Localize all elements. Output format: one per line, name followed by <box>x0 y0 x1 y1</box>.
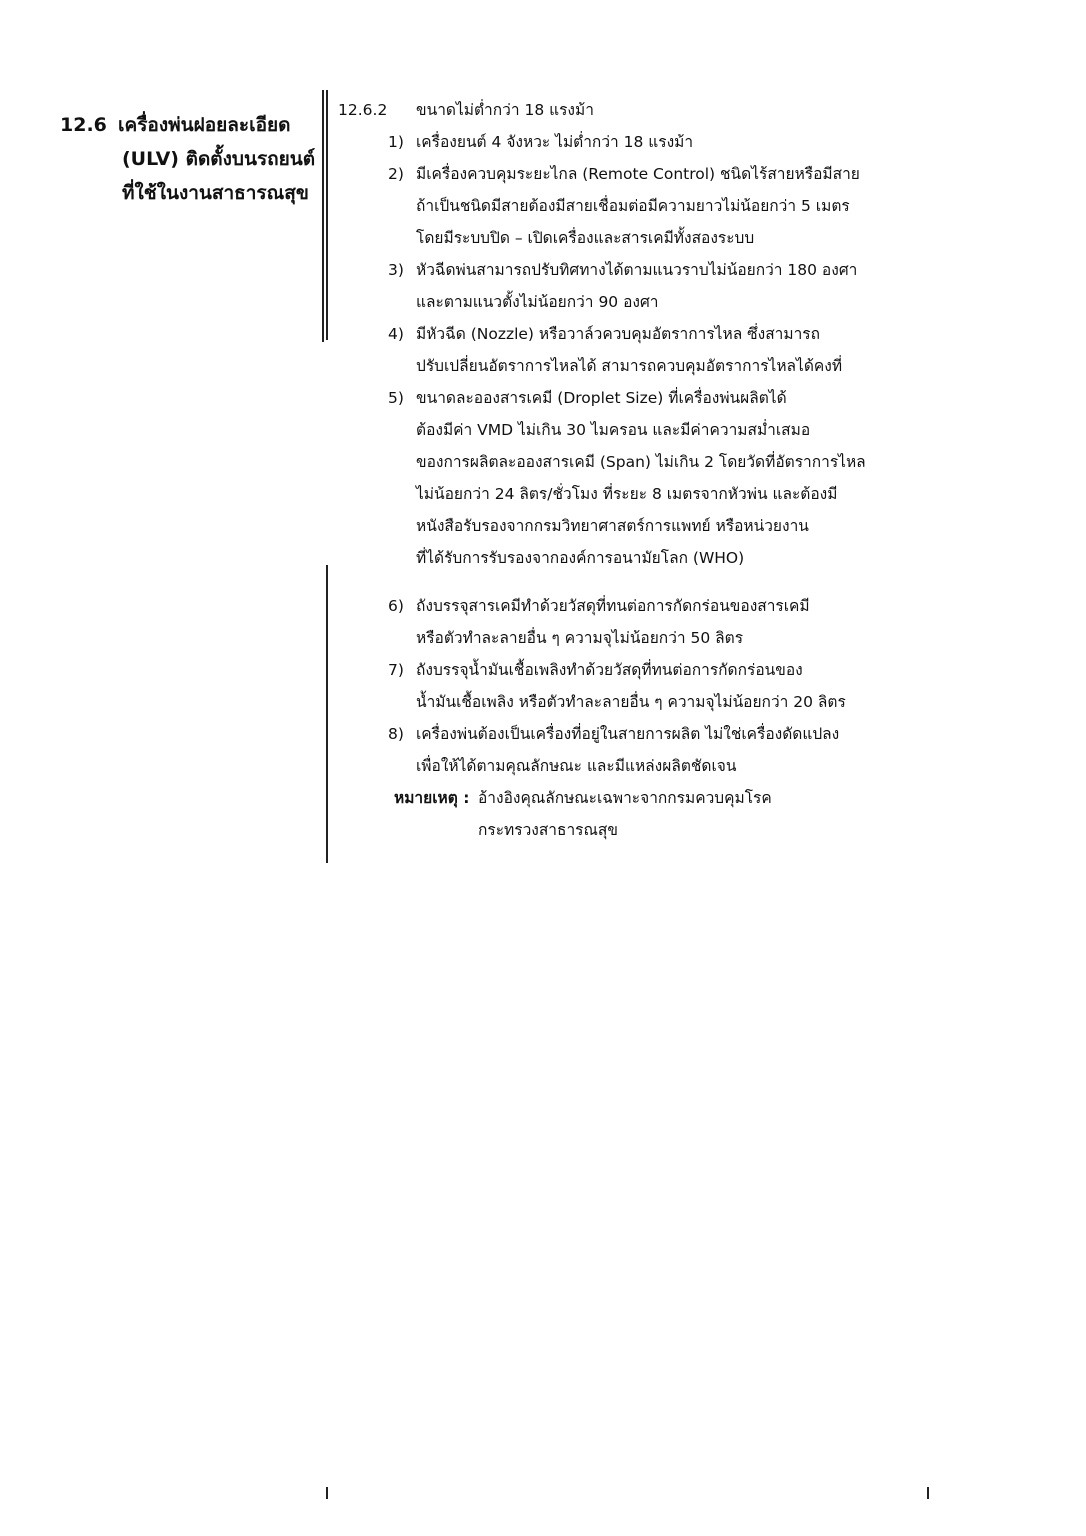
spec-item-number: 2) <box>388 165 404 183</box>
spec-item <box>338 126 898 158</box>
section-title-line-1: เครื่องพ่นฝอยละเอียด <box>118 114 291 136</box>
page-tick-mark <box>927 1487 929 1499</box>
spec-item-number: 8) <box>388 725 404 743</box>
section-title-line-3: ที่ใช้ในงานสาธารณสุข <box>122 182 309 204</box>
spec-item-line: เครื่องยนต์ 4 จังหวะ ไม่ต่ำกว่า 18 แรงม้า <box>416 133 694 151</box>
specification-content <box>338 94 898 846</box>
section-heading-column <box>60 108 320 210</box>
spec-item-number: 7) <box>388 661 404 679</box>
column-divider-line <box>326 565 328 863</box>
spec-item-line: และตามแนวตั้งไม่น้อยกว่า 90 องศา <box>416 293 659 311</box>
spec-list <box>338 126 898 574</box>
subsection-number: 12.6.2 <box>338 101 388 119</box>
spec-item-line: หรือตัวทำละลายอื่น ๆ ความจุไม่น้อยกว่า 50 ลิตร <box>416 629 744 647</box>
spec-item-number: 3) <box>388 261 404 279</box>
column-divider-line <box>326 90 328 340</box>
spec-list <box>338 590 898 782</box>
spec-item-line: ขนาดละอองสารเคมี (Droplet Size) ที่เครื่องพ่นผลิตได้ <box>416 389 787 407</box>
section-number: 12.6 <box>60 114 107 136</box>
spec-item-line: หนังสือรับรองจากกรมวิทยาศาสตร์การแพทย์ หรือหน่วยงาน <box>416 517 809 535</box>
note-label: หมายเหตุ : <box>394 789 470 807</box>
spec-item <box>338 158 898 254</box>
spec-item-line: ต้องมีค่า VMD ไม่เกิน 30 ไมครอน และมีค่าความสม่ำเสมอ <box>416 421 811 439</box>
spec-item <box>338 654 898 718</box>
spec-item-line: ของการผลิตละอองสารเคมี (Span) ไม่เกิน 2 โดยวัดที่อัตราการไหล <box>416 453 866 471</box>
spec-item-line: ถังบรรจุน้ำมันเชื้อเพลิงทำด้วยวัสดุที่ทนต่อการกัดกร่อนของ <box>416 661 803 679</box>
spec-item-line: เครื่องพ่นต้องเป็นเครื่องที่อยู่ในสายการผลิต ไม่ใช่เครื่องดัดแปลง <box>416 725 840 743</box>
spec-item <box>338 382 898 574</box>
spec-item-line: ที่ได้รับการรับรองจากองค์การอนามัยโลก (WHO) <box>416 549 745 567</box>
spec-item <box>338 590 898 654</box>
spec-item-line: น้ำมันเชื้อเพลิง หรือตัวทำละลายอื่น ๆ ความจุไม่น้อยกว่า 20 ลิตร <box>416 693 846 711</box>
spec-item <box>338 254 898 318</box>
section-heading <box>60 108 320 210</box>
spec-item <box>338 318 898 382</box>
spacer <box>338 574 898 590</box>
spec-item-line: ถ้าเป็นชนิดมีสายต้องมีสายเชื่อมต่อมีความยาวไม่น้อยกว่า 5 เมตร <box>416 197 850 215</box>
subsection-heading <box>338 94 898 126</box>
spec-item-number: 1) <box>388 133 404 151</box>
section-title-line-2: (ULV) ติดตั้งบนรถยนต์ <box>122 148 316 170</box>
spec-item-line: เพื่อให้ได้ตามคุณลักษณะ และมีแหล่งผลิตชัดเจน <box>416 757 737 775</box>
spec-item-line: โดยมีระบบปิด – เปิดเครื่องและสารเคมีทั้งสองระบบ <box>416 229 755 247</box>
spec-item-line: มีเครื่องควบคุมระยะไกล (Remote Control) ชนิดไร้สายหรือมีสาย <box>416 165 860 183</box>
spec-item-line: ไม่น้อยกว่า 24 ลิตร/ชั่วโมง ที่ระยะ 8 เมตรจากหัวพ่น และต้องมี <box>416 485 838 503</box>
note-line: อ้างอิงคุณลักษณะเฉพาะจากกรมควบคุมโรค <box>478 789 772 807</box>
note <box>338 782 898 846</box>
spec-item-line: ถังบรรจุสารเคมีทำด้วยวัสดุที่ทนต่อการกัดกร่อนของสารเคมี <box>416 597 810 615</box>
spec-item-line: หัวฉีดพ่นสามารถปรับทิศทางได้ตามแนวราบไม่น้อยกว่า 180 องศา <box>416 261 858 279</box>
note-line: กระทรวงสาธารณสุข <box>478 821 618 839</box>
column-divider-line <box>322 90 324 342</box>
spec-item-line: ปรับเปลี่ยนอัตราการไหลได้ สามารถควบคุมอัตราการไหลได้คงที่ <box>416 357 843 375</box>
spec-item <box>338 718 898 782</box>
spec-item-line: มีหัวฉีด (Nozzle) หรือวาล์วควบคุมอัตราการไหล ซึ่งสามารถ <box>416 325 820 343</box>
spec-item-number: 5) <box>388 389 404 407</box>
subsection-title: ขนาดไม่ต่ำกว่า 18 แรงม้า <box>416 101 594 119</box>
page-tick-mark <box>326 1487 328 1499</box>
spec-item-number: 4) <box>388 325 404 343</box>
spec-item-number: 6) <box>388 597 404 615</box>
